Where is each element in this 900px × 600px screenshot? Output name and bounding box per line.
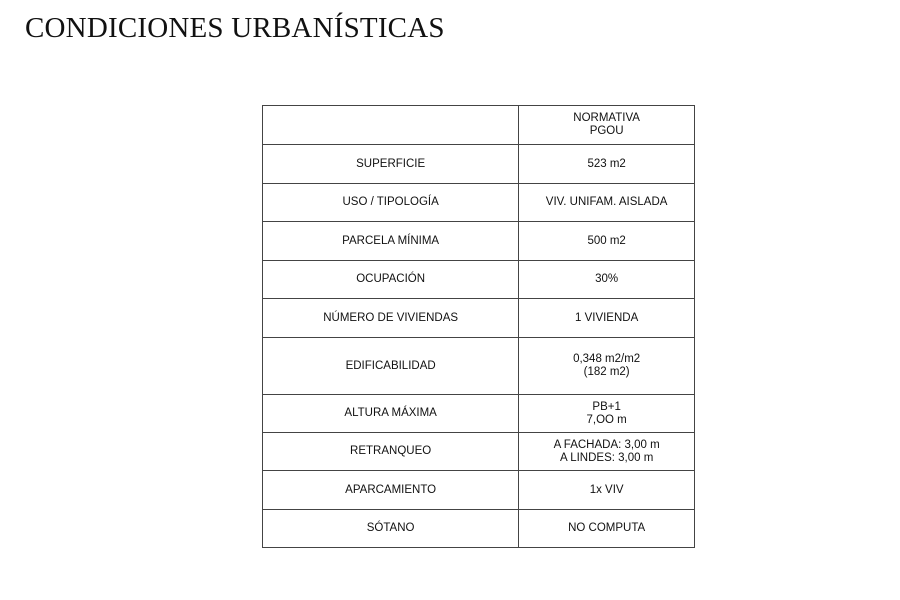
value-cell <box>519 510 695 548</box>
value-line: (182 m2) <box>583 366 630 378</box>
value-line: 0,348 m2/m2 <box>573 353 641 365</box>
parameter-cell: EDIFICABILIDAD <box>263 338 519 395</box>
table-row <box>263 145 695 184</box>
value-line: 1x VIV <box>589 483 624 496</box>
value-cell <box>519 395 695 433</box>
value-line: 523 m2 <box>587 157 626 170</box>
parameter-cell: OCUPACIÓN <box>263 261 519 299</box>
value-line: PB+1 <box>592 400 621 413</box>
value-cell <box>519 222 695 261</box>
value-line: 30% <box>595 273 619 285</box>
table-row <box>263 338 695 395</box>
parameter-cell: USO / TIPOLOGÍA <box>263 184 519 222</box>
value-cell <box>519 471 695 510</box>
value-cell <box>519 184 695 222</box>
parameter-cell: ALTURA MÁXIMA <box>263 395 519 433</box>
page-title: CONDICIONES URBANÍSTICAS <box>25 12 445 44</box>
value-cell <box>519 145 695 184</box>
value-line: 1 VIVIENDA <box>574 311 639 324</box>
table-row <box>263 222 695 261</box>
header-value-line: PGOU <box>589 125 624 137</box>
parameter-cell: PARCELA MÍNIMA <box>263 222 519 261</box>
table-row <box>263 433 695 471</box>
parameter-cell: SÓTANO <box>263 510 519 548</box>
parameter-cell: RETRANQUEO <box>263 433 519 471</box>
table-row <box>263 299 695 338</box>
parameter-cell: APARCAMIENTO <box>263 471 519 510</box>
urban-conditions-table <box>262 105 695 548</box>
header-value-line: NORMATIVA <box>573 112 640 124</box>
value-cell <box>519 433 695 471</box>
value-line: 7,OO m <box>586 413 627 426</box>
table-row <box>263 184 695 222</box>
table-row <box>263 395 695 433</box>
value-line: VIV. UNIFAM. AISLADA <box>545 196 668 208</box>
value-line: A FACHADA: 3,00 m <box>553 438 660 451</box>
header-normativa-cell <box>519 106 695 145</box>
table-row <box>263 261 695 299</box>
parameter-cell: SUPERFICIE <box>263 145 519 184</box>
table-row <box>263 510 695 548</box>
value-cell <box>519 338 695 395</box>
value-cell <box>519 299 695 338</box>
value-line: NO COMPUTA <box>568 522 646 534</box>
table-row <box>263 471 695 510</box>
header-parameter-cell <box>263 106 519 145</box>
value-cell <box>519 261 695 299</box>
value-line: 500 m2 <box>587 234 626 247</box>
value-line: A LINDES: 3,00 m <box>559 451 654 464</box>
parameter-cell: NÚMERO DE VIVIENDAS <box>263 299 519 338</box>
table-header-row <box>263 106 695 145</box>
